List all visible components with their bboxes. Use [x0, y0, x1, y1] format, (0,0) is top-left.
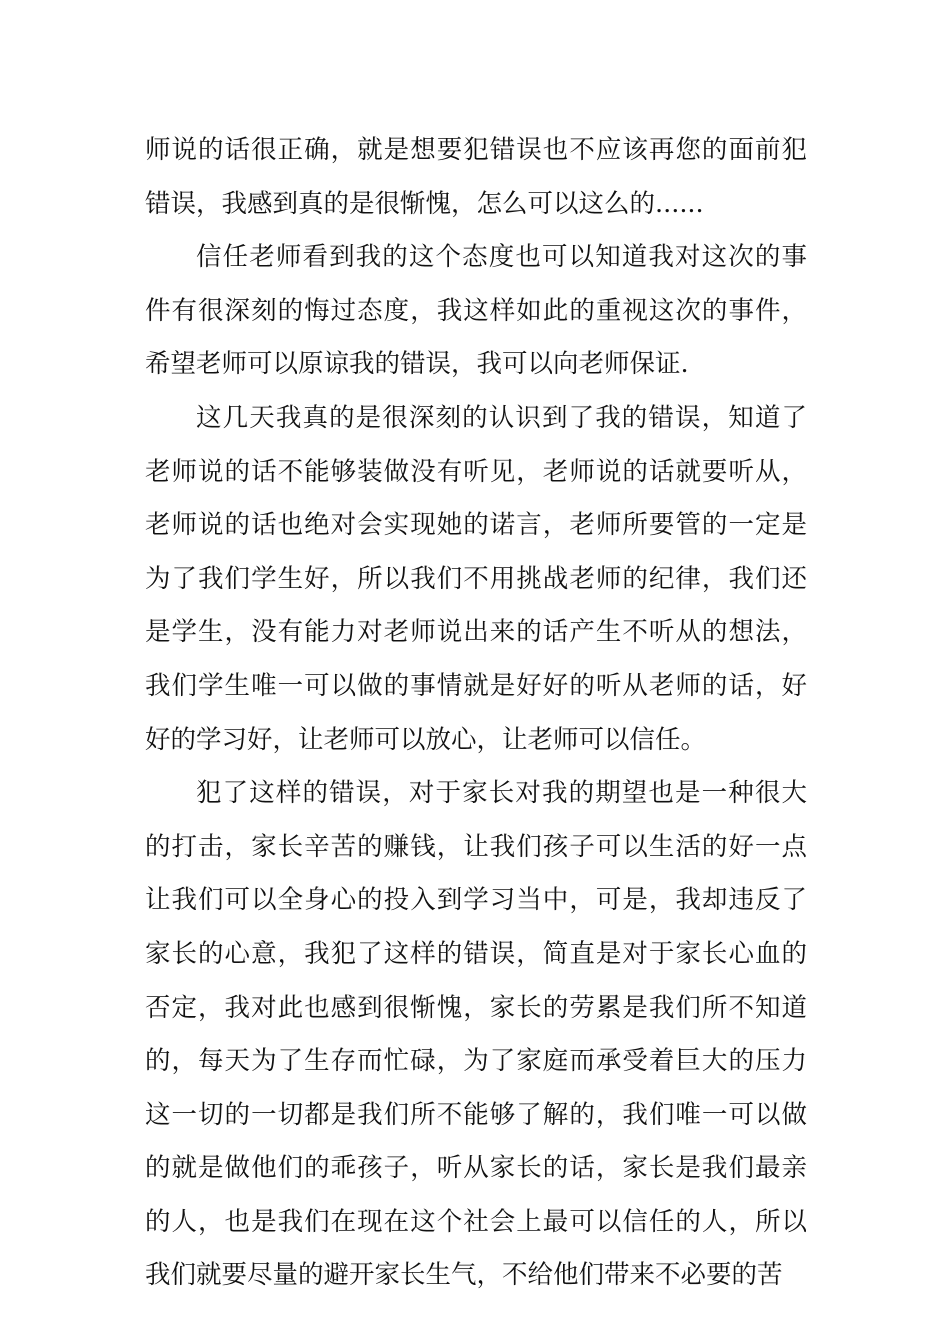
paragraph-parents: 犯了这样的错误，对于家长对我的期望也是一种很大的打击，家长辛苦的赚钱，让我们孩子可以生活的好一点让我们可以全身心的投入到学习当中，可是，我却违反了家长的心意，我犯了这样的错误，简直是对于家长心血的否定，我对此也感到很惭愧，家长的劳累是我们所不知道的，每天为了生存而忙碌，为了家庭而承受着巨大的压力这一切的一切都是我们所不能够了解的，我们唯一可以做的就是做他们的乖孩子，听从家长的话，家长是我们最亲的人，也是我们在现在这个社会上最可以信任的人，所以我们就要尽量的避开家长生气，不给他们带来不必要的苦	[145, 778, 807, 1291]
paragraph-recognition: 这几天我真的是很深刻的认识到了我的错误，知道了老师说的话不能够装做没有听见，老师说的话就要听从，老师说的话也绝对会实现她的诺言，老师所要管的一定是为了我们学生好，所以我们不用挑战老师的纪律，我们还是学生，没有能力对老师说出来的话产生不听从的想法，我们学生唯一可以做的事情就是好好的听从老师的话，好好的学习好，让老师可以放心，让老师可以信任。	[145, 402, 807, 755]
paragraph-continuation: 师说的话很正确，就是想要犯错误也不应该再您的面前犯错误，我感到真的是很惭愧，怎么可以这么的......	[145, 135, 807, 219]
paragraph-trust: 信任老师看到我的这个态度也可以知道我对这次的事件有很深刻的悔过态度，我这样如此的重视这次的事件，希望老师可以原谅我的错误，我可以向老师保证.	[145, 242, 807, 380]
document-page	[145, 124, 807, 1303]
